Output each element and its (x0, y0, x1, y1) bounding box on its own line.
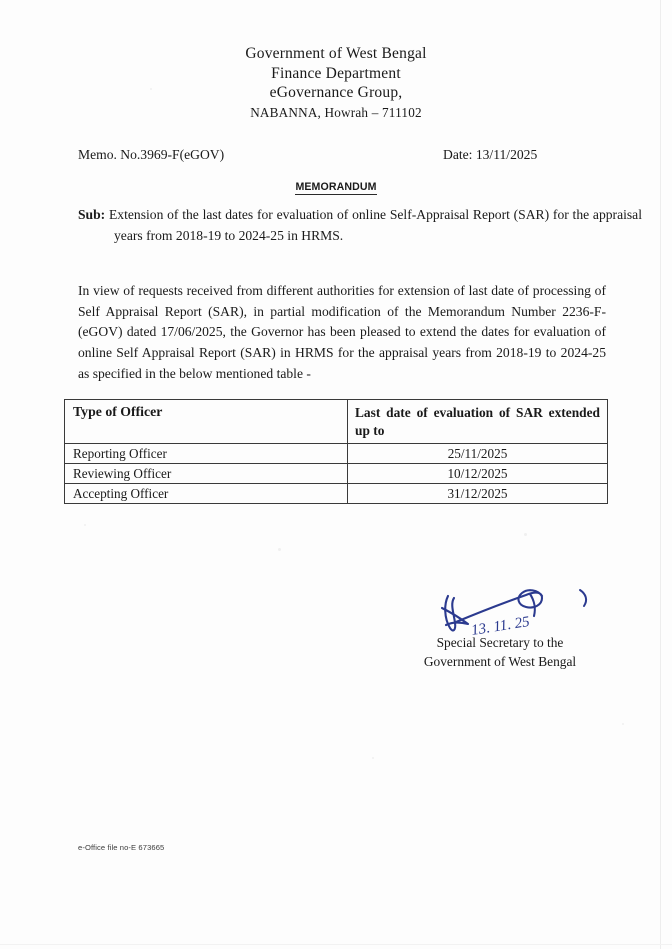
scan-edge-right (660, 0, 661, 949)
table-cell-officer: Reporting Officer (65, 444, 348, 464)
table-header-type-of-officer: Type of Officer (65, 400, 348, 444)
table-cell-date: 25/11/2025 (348, 444, 608, 464)
subject-label: Sub: (78, 207, 106, 222)
letterhead-line-department: Finance Department (271, 64, 401, 82)
table-cell-officer: Accepting Officer (65, 484, 348, 504)
table-header-last-date: Last date of evaluation of SAR extended up to (348, 400, 608, 444)
letterhead-line-government: Government of West Bengal (245, 45, 427, 62)
designation-line-1: Special Secretary to the (436, 635, 564, 650)
memo-date: Date: 13/11/2025 (443, 147, 538, 162)
eoffice-file-note: e-Office file no-E 673665 (78, 843, 165, 852)
table-row (65, 464, 608, 484)
memo-number: Memo. No.3969-F(eGOV) (78, 147, 225, 162)
table-cell-date: 31/12/2025 (348, 484, 608, 504)
subject-text: Extension of the last dates for evaluation of online Self-Appraisal Report (SAR) for the appraisal years from 2018-19 to 2024-25 in HRMS. (105, 207, 642, 243)
letterhead (0, 44, 672, 122)
signature-date-text: 13. 11. 25 (470, 613, 531, 639)
scan-speck (84, 524, 86, 526)
table-header-row (65, 400, 608, 444)
memorandum-heading (0, 177, 672, 195)
scan-speck (524, 533, 527, 536)
memo-meta-row (78, 147, 608, 163)
scan-speck (278, 548, 281, 551)
letterhead-line-group: eGovernance Group, (269, 84, 403, 101)
signatory-designation (370, 634, 630, 671)
letterhead-line-address: NABANNA, Howrah – 711102 (250, 104, 422, 120)
sar-extension-table (64, 399, 608, 504)
body-paragraph: In view of requests received from different authorities for extension of last date of processing of Self Appraisal Report (SAR), in partial modification of the Memorandum Number 2236-F-(eGOV) dated 17/06/2025, the Governor has been pleased to extend the dates for evaluation of online Self Appraisal Report (SAR) in HRMS for the appraisal years from 2018-19 to 2024-25 as specified in the below mentioned table - (78, 283, 606, 381)
table-row (65, 484, 608, 504)
memorandum-heading-text: MEMORANDUM (295, 181, 377, 193)
table-cell-date: 10/12/2025 (348, 464, 608, 484)
table-cell-officer: Reviewing Officer (65, 464, 348, 484)
designation-line-2: Government of West Bengal (423, 653, 577, 669)
scan-edge-bottom (0, 944, 672, 945)
scan-speck (372, 757, 374, 759)
subject-line (78, 205, 642, 246)
table-row (65, 444, 608, 464)
scan-speck (622, 723, 624, 725)
